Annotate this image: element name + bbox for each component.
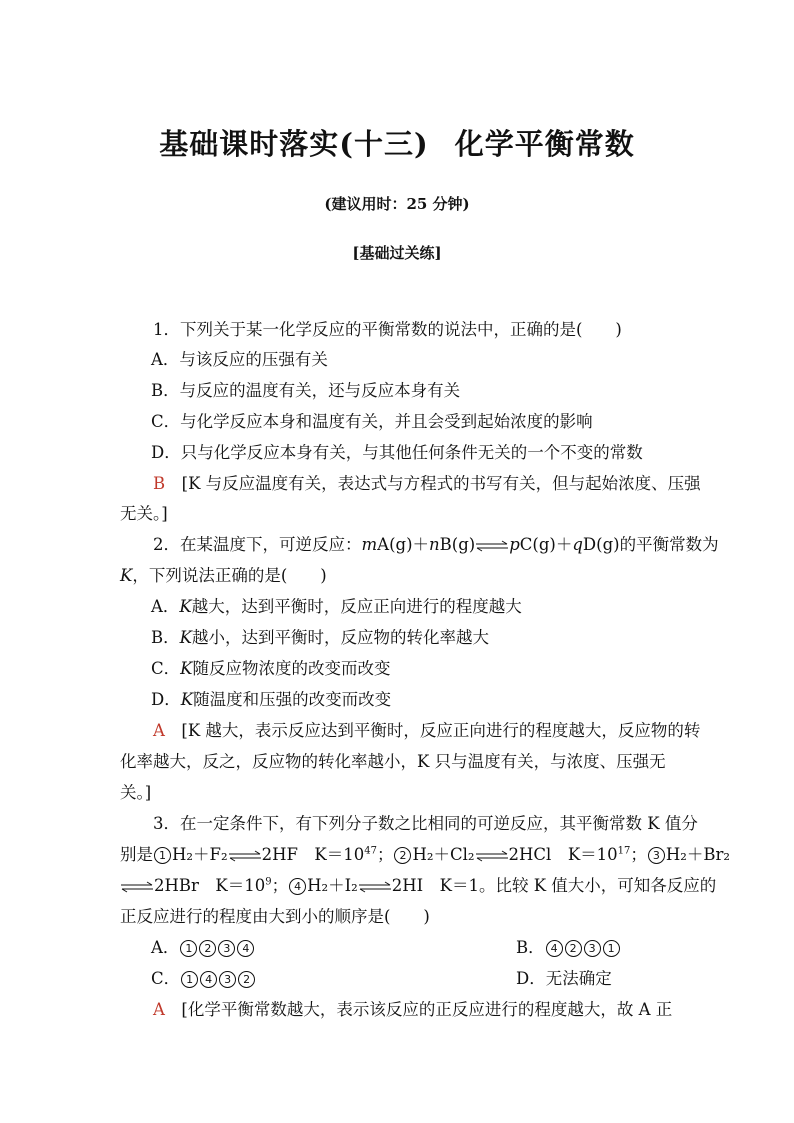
circled-number: 1 xyxy=(603,940,620,957)
equilibrium-arrow-icon xyxy=(358,881,392,893)
q2-reactant-a: A(g)＋ xyxy=(377,535,430,554)
q3-product-3: 2HBr xyxy=(154,876,199,895)
q2-option-d xyxy=(120,689,711,711)
q2-coef-m: m xyxy=(361,535,378,554)
q3-option-a-label: A． xyxy=(151,938,180,957)
q3-reactants-4: H₂＋I₂ xyxy=(307,876,358,895)
q3-product-1: 2HF xyxy=(261,845,298,864)
q3-k1-exp: 47 xyxy=(364,845,377,857)
section-heading: [基础过关练] xyxy=(352,244,442,262)
q2-stem-lead: 2．在某温度下，可逆反应： xyxy=(153,535,362,554)
q1-option-d: D．只与化学反应本身有关，与其他任何条件无关的一个不变的常数 xyxy=(151,443,643,462)
q3-option-d-wrap xyxy=(516,968,612,990)
circled-number: 3 xyxy=(584,940,601,957)
q2-coef-n: n xyxy=(429,535,440,554)
q2-stem xyxy=(120,534,719,556)
q3-circle-1: 1 xyxy=(154,847,171,864)
q3-k4: K＝1。比较 K 值大小，可知各反应的 xyxy=(439,876,717,895)
circled-number: 1 xyxy=(180,940,197,957)
q3-stem-3: 2HBr $K=10^9$； 4 H₂＋I₂ 2HI K＝1。比较 K 值大小，可知各反应的 xyxy=(120,875,680,897)
q3-answer-line xyxy=(120,999,713,1021)
q2-product-d: D(g)的平衡常数为 xyxy=(582,535,719,554)
q2-answer: A xyxy=(153,721,165,740)
q2-option-b xyxy=(120,627,711,649)
q3-answer: A xyxy=(153,1000,165,1019)
q2-option-d-label: D． xyxy=(151,690,181,709)
circled-number: 2 xyxy=(565,940,582,957)
page-title xyxy=(0,122,794,163)
q3-circle-2: 2 xyxy=(394,847,411,864)
circled-number: 1 xyxy=(181,971,198,988)
q2-option-b-k: K xyxy=(179,628,192,647)
q2-option-b-label: B． xyxy=(151,628,180,647)
q3-option-c xyxy=(180,969,256,988)
q3-k3: K＝10 xyxy=(215,876,266,895)
q3-option-b xyxy=(545,938,621,957)
q2-option-a-text: 越大，达到平衡时，反应正向进行的程度越大 xyxy=(191,597,522,616)
q3-option-d-label: D． xyxy=(516,969,546,988)
q2-option-c-label: C． xyxy=(151,659,181,678)
q2-explanation-1: [K 越大，表示反应达到平衡时，反应正向进行的程度越大，反应物的转 xyxy=(181,721,701,740)
circled-number: 3 xyxy=(219,971,236,988)
q3-lead: 别是 xyxy=(120,845,153,864)
q3-option-b-wrap xyxy=(516,937,621,959)
q1-answer: B xyxy=(153,474,166,493)
q2-option-d-text: 随温度和压强的改变而改变 xyxy=(193,690,392,709)
time-note: (建议用时：25 分钟) xyxy=(324,195,470,213)
q3-option-b-label: B． xyxy=(516,938,545,957)
q2-option-c-k: K xyxy=(180,659,193,678)
equilibrium-arrow-icon xyxy=(475,850,509,862)
q2-option-a-k: K xyxy=(179,597,192,616)
q3-explanation-1: [化学平衡常数越大，表示该反应的正反应进行的程度越大，故 A 正 xyxy=(181,1000,673,1019)
q1-stem: 1．下列关于某一化学反应的平衡常数的说法中，正确的是( ) xyxy=(153,320,622,339)
q3-option-c-label: C． xyxy=(151,969,181,988)
circled-number: 3 xyxy=(218,940,235,957)
q3-reactants-3: H₂＋Br₂ xyxy=(665,845,731,864)
q2-stem-2 xyxy=(120,565,680,587)
q2-explanation-3: 关。] xyxy=(120,783,152,802)
q3-k3-exp: 9 xyxy=(265,876,272,888)
q2-coef-q: q xyxy=(572,535,583,554)
q2-stem-tail: ，下列说法正确的是( ) xyxy=(132,566,327,585)
q2-reactant-b: B(g) xyxy=(439,535,476,554)
q3-k1: K＝10 xyxy=(314,845,365,864)
q3-stem-4: 正反应进行的程度由大到小的顺序是( ) xyxy=(120,907,430,926)
equilibrium-arrow-icon xyxy=(228,850,262,862)
q1-option-c: C．与化学反应本身和温度有关，并且会受到起始浓度的影响 xyxy=(151,412,593,431)
q2-explanation-2: 化率越大，反之，反应物的转化率越小，K 只与温度有关，与浓度、压强无 xyxy=(120,752,666,771)
q3-k2: K＝10 xyxy=(567,845,618,864)
q3-option-a xyxy=(179,938,255,957)
q2-option-a-label: A． xyxy=(151,597,180,616)
q3-k2-exp: 17 xyxy=(617,845,631,857)
q1-explanation-1: [K 与反应温度有关，表达式与方程式的书写有关，但与起始浓度、压强 xyxy=(181,474,701,493)
q3-product-2: 2HCl xyxy=(508,845,552,864)
q3-reactants-2: H₂＋Cl₂ xyxy=(412,845,475,864)
circled-number: 4 xyxy=(546,940,563,957)
circled-number: 2 xyxy=(238,971,255,988)
q3-circle-3: 3 xyxy=(648,847,665,864)
q3-reactants-1: H₂＋F₂ xyxy=(172,845,228,864)
q3-stem-1: 3．在一定条件下，有下列分子数之比相同的可逆反应，其平衡常数 K 值分 xyxy=(153,814,698,833)
q3-stem-2: 别是 1 H₂＋F₂ 2HF $K=10^{47}$； 2 H₂＋Cl₂ 2HCl $K=10^{17}$； 3 H₂＋Br₂ xyxy=(120,845,731,864)
circled-number: 2 xyxy=(199,940,216,957)
q2-coef-p: p xyxy=(509,535,520,554)
circled-number: 4 xyxy=(237,940,254,957)
q2-option-a xyxy=(120,596,711,618)
q2-option-c xyxy=(120,658,711,680)
q3-product-4: 2HI xyxy=(391,876,424,895)
q2-option-d-k: K xyxy=(180,690,194,709)
q2-product-c: C(g)＋ xyxy=(519,535,573,554)
q3-options-row-2 xyxy=(120,968,711,990)
q2-answer-line xyxy=(120,720,713,742)
q3-option-d: 无法确定 xyxy=(545,969,612,988)
q3-circle-4: 4 xyxy=(289,878,306,895)
q1-explanation-2: 无关。] xyxy=(120,504,168,523)
q3-options-row-1 xyxy=(120,937,711,959)
q1-option-b: B．与反应的温度有关，还与反应本身有关 xyxy=(151,381,461,400)
q1-option-a: A．与该反应的压强有关 xyxy=(151,350,328,369)
title-topic: 化学平衡常数 xyxy=(454,127,635,161)
q1-answer-line xyxy=(120,473,713,495)
q2-option-b-text: 越小，达到平衡时，反应物的转化率越大 xyxy=(191,628,489,647)
equilibrium-arrow-icon xyxy=(475,540,509,552)
q2-option-c-text: 随反应物浓度的改变而改变 xyxy=(192,659,391,678)
equilibrium-arrow-icon xyxy=(120,881,154,893)
title-main: 基础课时落实(十三) xyxy=(159,127,429,161)
circled-number: 4 xyxy=(200,971,217,988)
q2-k-symbol: K xyxy=(120,566,133,585)
